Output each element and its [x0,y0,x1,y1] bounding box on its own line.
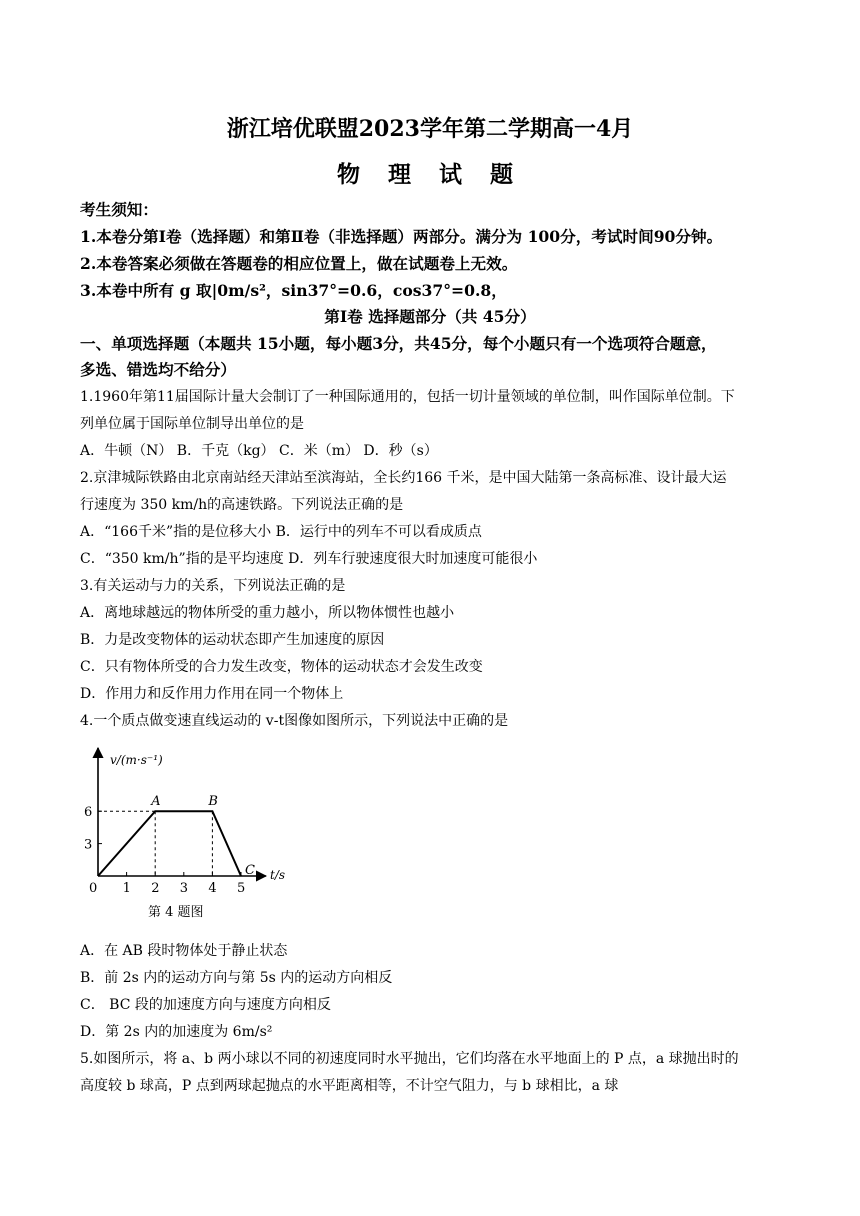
q4-option-c: C． BC 段的加速度方向与速度方向相反 [80,997,331,1013]
q3-option-b: B．力是改变物体的运动状态即产生加速度的原因 [80,632,385,648]
q5-stem-1: 5.如图所示，将 a、b 两小球以不同的初速度同时水平抛出，它们均落在水平地面上的 P 点，a 球抛出时的 [80,1051,739,1067]
q4-vt-graph [84,740,304,925]
x-tick-label: 0 [89,881,98,896]
section-instructions-1: 一、单项选择题（本题共 15小题，每小题3分，共45分，每个小题只有一个选项符合题意， [80,334,717,353]
q1-options: A．牛顿（N） B．千克（kg） C．米（m） D．秒（s） [80,443,438,459]
y-axis-label: v/(m·s⁻¹) [110,753,163,767]
q3-stem: 3.有关运动与力的关系，下列说法正确的是 [80,578,346,594]
section-instructions-2: 多选、错选均不给分） [80,360,236,379]
x-tick-label: 1 [122,881,131,896]
point-label-a: A [151,794,161,810]
x-tick-label: 3 [179,881,189,896]
point-label-c: C [245,863,255,878]
section-title: 第Ⅰ卷 选择题部分（共 45分） [324,307,536,326]
x-tick-label: 4 [208,881,217,896]
q2-options-2: C．“350 km/h”指的是平均速度 D．列车行驶速度很大时加速度可能很小 [80,551,538,567]
q3-option-d: D．作用力和反作用力作用在同一个物体上 [80,686,344,702]
q1-stem-1: 1.1960年第11届国际计量大会制订了一种国际通用的，包括一切计量领域的单位制，叫作国际单位制。下 [80,389,735,405]
q2-options-1: A．“166千米”指的是位移大小 B．运行中的列车不可以看成质点 [80,524,482,540]
q5-stem-2: 高度较 b 球高，P 点到两球起抛点的水平距离相等，不计空气阻力，与 b 球相比，a 球 [80,1078,619,1094]
notice-item-3: 3.本卷中所有 g 取|0m/s²，sin37°=0.6，cos37°=0.8， [80,281,507,300]
notice-item-1: 1.本卷分第Ⅰ卷（选择题）和第Ⅱ卷（非选择题）两部分。满分为 100分，考试时间90分钟。 [80,227,723,246]
q3-option-a: A．离地球越远的物体所受的重力越小，所以物体惯性也越小 [80,605,455,621]
q2-stem-1: 2.京津城际铁路由北京南站经天津站至滨海站，全长约166 千米，是中国大陆第一条高标准、设计最大运 [80,470,727,486]
figure-caption: 第 4 题图 [148,905,204,920]
notice-heading: 考生须知： [80,200,158,219]
exam-subject: 物 理 试 题 [336,161,524,188]
q3-option-c: C．只有物体所受的合力发生改变，物体的运动状态才会发生改变 [80,659,483,675]
x-tick-label: 2 [151,881,160,896]
notice-item-2: 2.本卷答案必须做在答题卷的相应位置上，做在试题卷上无效。 [80,254,518,273]
q4-stem: 4.一个质点做变速直线运动的 v-t图像如图所示，下列说法中正确的是 [80,713,509,729]
point-label-b: B [208,794,218,810]
q4-option-a: A．在 AB 段时物体处于静止状态 [80,943,288,959]
x-tick-label: 5 [237,881,246,896]
y-tick-label: 6 [84,805,93,821]
q1-stem-2: 列单位属于国际单位制导出单位的是 [80,416,304,432]
vt-series-line [98,811,241,876]
q4-option-d: D．第 2s 内的加速度为 6m/s² [80,1024,273,1040]
y-tick-label: 3 [84,837,93,853]
q2-stem-2: 行速度为 350 km/h的高速铁路。下列说法正确的是 [80,497,404,513]
x-axis-label: t/s [270,868,286,882]
q4-option-b: B．前 2s 内的运动方向与第 5s 内的运动方向相反 [80,970,393,986]
exam-title: 浙江培优联盟2023学年第二学期高一4月 [226,116,634,142]
